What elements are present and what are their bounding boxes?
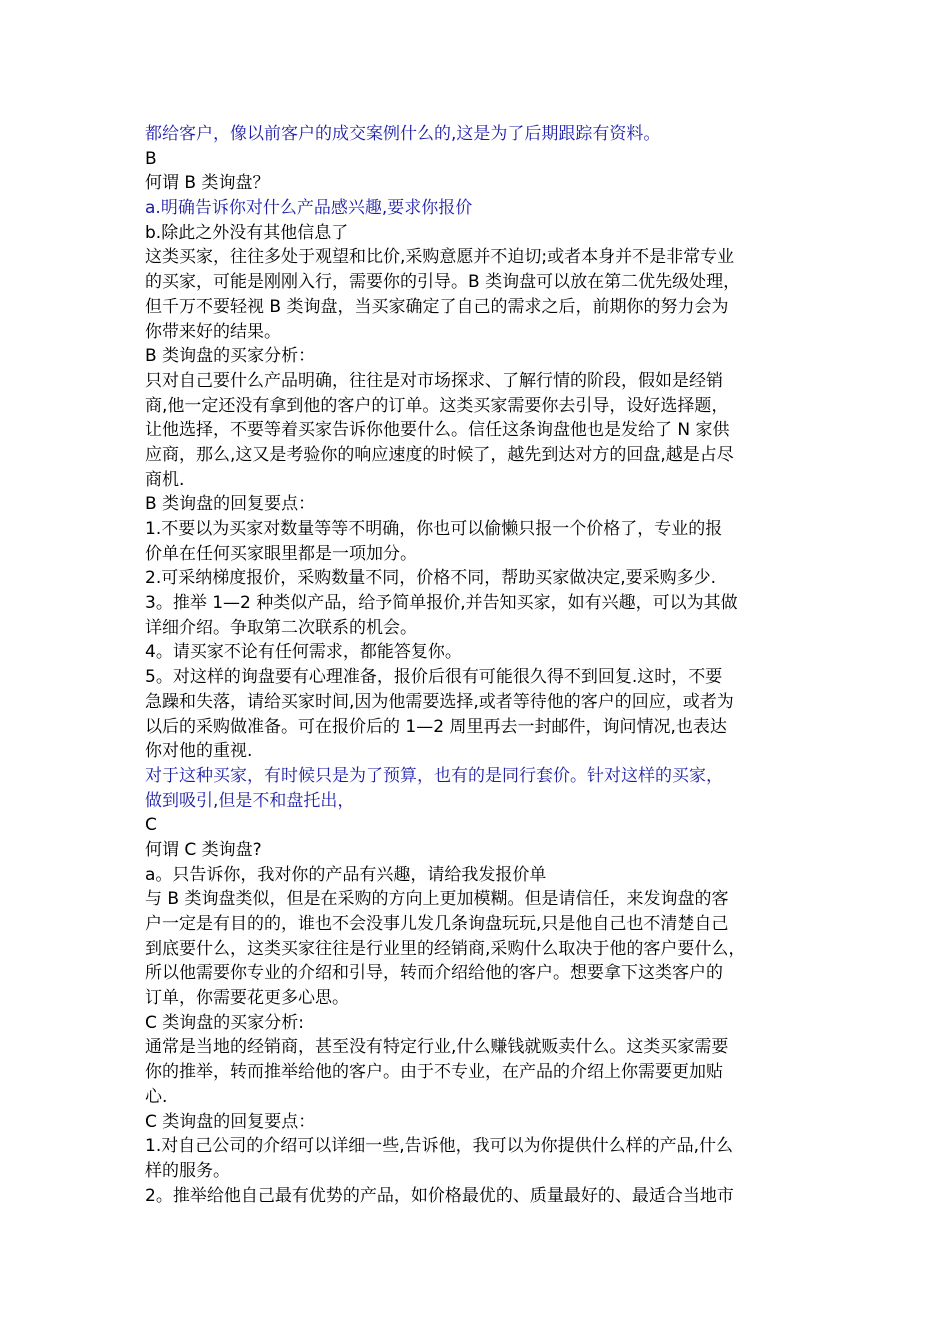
text-line: 心. <box>145 1086 168 1107</box>
document-page <box>145 122 810 1208</box>
text-line: b.除此之外没有其他信息了 <box>145 222 349 243</box>
text-line: 样的服务。 <box>145 1160 230 1181</box>
text-line: B 类询盘的买家分析： <box>145 346 316 367</box>
text-line: 商机. <box>145 469 185 490</box>
text-line: B 类询盘的回复要点： <box>145 494 316 515</box>
text-line: 5。对这样的询盘要有心理准备，报价后很有可能很久得不到回复.这时，不要 <box>145 667 723 688</box>
text-line: 你的推举，转而推举给他的客户。由于不专业，在产品的介绍上你需要更加贴 <box>145 1062 723 1083</box>
text-line: 到底要什么，这类买家往往是行业里的经销商,采购什么取决于他的客户要什么， <box>145 938 746 959</box>
text-line: 以后的采购做准备。可在报价后的 1—2 周里再去一封邮件，询问情况,也表达 <box>145 716 727 737</box>
text-line: 所以他需要你专业的介绍和引导，转而介绍给他的客户。想要拿下这类客户的 <box>145 963 723 984</box>
text-line: 何谓 C 类询盘? <box>145 839 262 860</box>
text-line: 你带来好的结果。 <box>145 321 281 342</box>
text-line: 应商，那么,这又是考验你的响应速度的时候了，越先到达对方的回盘,越是占尽 <box>145 444 734 465</box>
text-line: C 类询盘的回复要点： <box>145 1111 316 1132</box>
text-line: 详细介绍。争取第二次联系的机会。 <box>145 617 417 638</box>
text-line: 1.对自己公司的介绍可以详细一些,告诉他，我可以为你提供什么样的产品,什么 <box>145 1136 734 1157</box>
text-line: 商,他一定还没有拿到他的客户的订单。这类买家需要你去引导，设好选择题， <box>145 395 729 416</box>
text-line: 的买家，可能是刚刚入行，需要你的引导。B 类询盘可以放在第二优先级处理， <box>145 272 741 293</box>
text-line: 价单在任何买家眼里都是一项加分。 <box>145 543 417 564</box>
text-line: 何谓 B 类询盘？ <box>145 173 270 194</box>
text-line: 做到吸引,但是不和盘托出， <box>145 790 355 811</box>
text-line: 让他选择，不要等着买家告诉你他要什么。信任这条询盘他也是发给了 N 家供 <box>145 420 730 441</box>
text-line: 1.不要以为买家对数量等等不明确，你也可以偷懒只报一个价格了，专业的报 <box>145 519 723 539</box>
text-line: a.明确告诉你对什么产品感兴趣,要求你报价 <box>145 198 473 219</box>
text-line: 3。推举 1—2 种类似产品，给予简单报价,并告知买家，如有兴趣，可以为其做 <box>145 593 738 614</box>
text-line: 4。请买家不论有任何需求，都能答复你。 <box>145 642 462 663</box>
text-line: 你对他的重视. <box>145 741 253 762</box>
text-line: 户一定是有目的的，谁也不会没事儿发几条询盘玩玩,只是他自己也不清楚自己 <box>145 914 729 934</box>
text-line: 急躁和失落，请给买家时间,因为他需要选择,或者等待他的客户的回应，或者为 <box>145 691 734 712</box>
text-line: B <box>145 148 157 169</box>
text-line: 这类买家，往往多处于观望和比价,采购意愿并不迫切;或者本身并不是非常专业 <box>145 247 735 268</box>
text-line: 但千万不要轻视 B 类询盘，当买家确定了自己的需求之后，前期你的努力会为 <box>145 296 729 317</box>
text-line: 与 B 类询盘类似，但是在采购的方向上更加模糊。但是请信任，来发询盘的客 <box>145 889 729 910</box>
text-line: 订单，你需要花更多心思。 <box>145 988 349 1009</box>
text-line: 只对自己要什么产品明确，往往是对市场探求、了解行情的阶段，假如是经销 <box>145 370 723 391</box>
text-line: 2。推举给他自己最有优势的产品，如价格最优的、质量最好的、最适合当地市 <box>145 1185 734 1206</box>
text-line: 通常是当地的经销商，甚至没有特定行业,什么赚钱就贩卖什么。这类买家需要 <box>145 1037 729 1058</box>
text-line: 都给客户，像以前客户的成交案例什么的,这是为了后期跟踪有资料。 <box>145 124 661 144</box>
text-line: C <box>145 815 157 836</box>
text-line: C 类询盘的买家分析: <box>145 1012 305 1033</box>
text-line: a。只告诉你，我对你的产品有兴趣，请给我发报价单 <box>145 864 547 885</box>
text-line: 对于这种买家，有时候只是为了预算，也有的是同行套价。针对这样的买家， <box>145 765 723 786</box>
text-line: 2.可采纳梯度报价，采购数量不同，价格不同，帮助买家做决定,要采购多少. <box>145 568 717 589</box>
